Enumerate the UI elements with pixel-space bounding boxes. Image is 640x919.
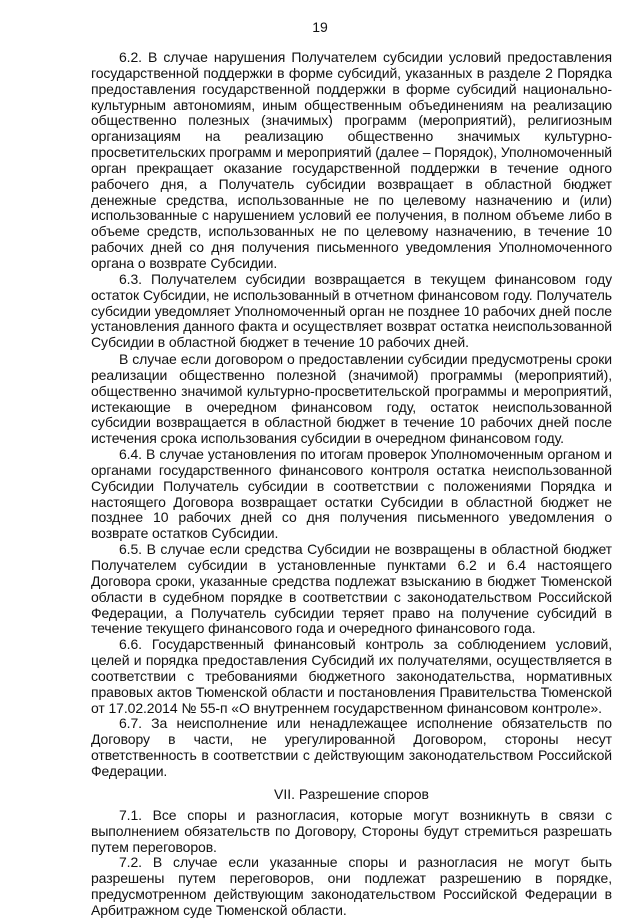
paragraph-7-2: 7.2. В случае если указанные споры и разногласия не могут быть разрешены путем переговоров, они подлежат разрешению в порядке, предусмотренном действующим законодательством Российской Федерации в Арбитражном суде Тюменской области.	[91, 854, 612, 918]
paragraph-6-7: 6.7. За неисполнение или ненадлежащее исполнение обязательств по Договору в части, не урегулированной Договором, стороны несут ответственность в соответствии с действующим законодательством Российской Федерации.	[91, 715, 612, 779]
paragraph-6-2: 6.2. В случае нарушения Получателем субсидии условий предоставления государственной поддержки в форме субсидий, указанных в разделе 2 Порядка предоставления государственной поддержки в форме субсидий национально-культурным автономиям, иным общественным объединениям на реализацию общественно полезных (значимых) программ (мероприятий), религиозным организациям на реализацию общественно значимых культурно-просветительских программ и мероприятий (далее – Порядок), Уполномоченный орган прекращает оказание государственной поддержки в течение одного рабочего дня, а Получатель субсидии возвращает в областной бюджет денежные средства, использованные не по целевому назначению и (или) использованные с нарушением условий ее получения, в полном объеме либо в объеме средств, использованных не по целевому назначению, в течение 10 рабочих дней со дня получения письменного уведомления Уполномоченного органа о возврате Субсидии.	[91, 49, 612, 271]
document-body	[91, 50, 612, 919]
paragraph-6-4: 6.4. В случае установления по итогам проверок Уполномоченным органом и органами государственного финансового контроля остатка неиспользованной Субсидии Получатель субсидии в соответствии с положениями Порядка и настоящего Договора возвращает остатки Субсидии в областной бюджет не позднее 10 рабочих дней со дня получения письменного уведомления о возврате остатков Субсидии.	[91, 446, 612, 542]
section-heading: VII. Разрешение споров	[273, 785, 429, 802]
paragraph-6-5: 6.5. В случае если средства Субсидии не возвращены в областной бюджет Получателем субсидии в установленные пунктами 6.2 и 6.4 настоящего Договора сроки, указанные средства подлежат взысканию в бюджет Тюменской области в судебном порядке в соответствии с законодательством Российской Федерации, а Получатель субсидии теряет право на получение субсидий в течение текущего финансового года и очередного финансового года.	[91, 541, 612, 637]
paragraph-6-3-continued: В случае если договором о предоставлении субсидии предусмотрены сроки реализации общественно полезной (значимой) программы (мероприятий), общественно значимой культурно-просветительской программы и мероприятий, истекающие в очередном финансовом году, остаток неиспользованной субсидии возвращается в областной бюджет в течение 10 рабочих дней после истечения срока использования субсидии в очередном финансовом году.	[91, 351, 612, 447]
paragraph-7-1: 7.1. Все споры и разногласия, которые могут возникнуть в связи с выполнением обязательств по Договору, Стороны будут стремиться разрешать путем переговоров.	[91, 806, 612, 855]
page-number: 19	[312, 19, 328, 35]
paragraph-6-3: 6.3. Получателем субсидии возвращается в текущем финансовом году остаток Субсидии, не использованный в отчетном финансовом году. Получатель субсидии уведомляет Уполномоченный орган не позднее 10 рабочих дней после установления данного факта и осуществляет возврат остатка неиспользованной Субсидии в областной бюджет в течение 10 рабочих дней.	[91, 270, 612, 351]
paragraph-6-6: 6.6. Государственный финансовый контроль за соблюдением условий, целей и порядка предоставления Субсидий их получателями, осуществляется в соответствии с требованиями бюджетного законодательства, нормативных правовых актов Тюменской области и постановления Правительства Тюменской от 17.02.2014 № 55-п «О внутреннем государственном финансовом контроле».	[91, 636, 612, 716]
